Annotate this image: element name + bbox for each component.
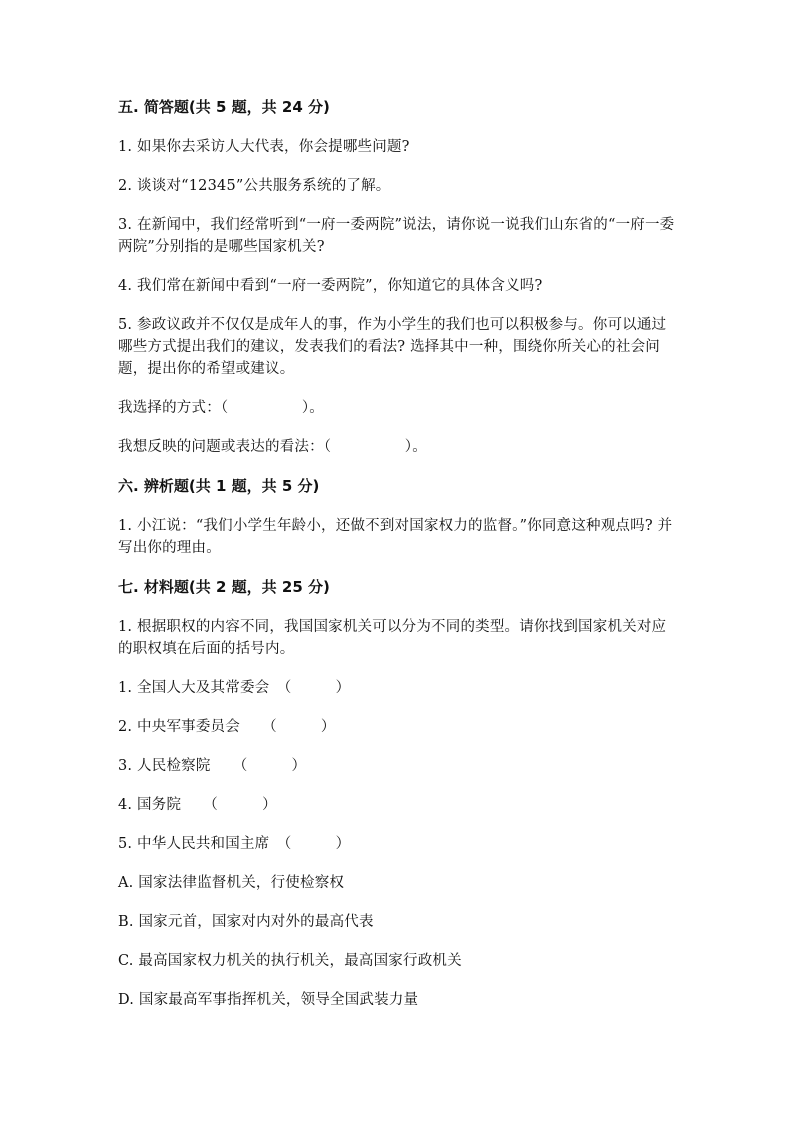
section-heading-short-answer: 五. 简答题(共 5 题，共 24 分) [118,98,330,116]
analysis-question-1: 1. 小江说：“我们小学生年龄小，还做不到对国家权力的监督。”你同意这种观点吗? 并写出你的理由。 [118,518,673,556]
organ-item-5: 5. 中华人民共和国主席 （ ） [118,836,351,852]
organ-item-1: 1. 全国人大及其常委会 （ ） [118,680,351,696]
organ-item-2: 2. 中央军事委员会 （ ） [118,719,336,735]
organ-item-3: 3. 人民检察院 （ ） [118,758,307,774]
power-option-b: B. 国家元首，国家对内对外的最高代表 [118,914,374,930]
question-2: 2. 谈谈对“12345”公共服务系统的了解。 [118,178,391,194]
answer-line-method: 我选择的方式：（ ）。 [118,400,324,416]
question-4: 4. 我们常在新闻中看到“一府一委两院”，你知道它的具体含义吗? [118,278,543,294]
material-question-1: 1. 根据职权的内容不同，我国国家机关可以分为不同的类型。请你找到国家机关对应的职权填在后面的括号内。 [118,619,667,657]
section-heading-material: 七. 材料题(共 2 题，共 25 分) [118,578,330,596]
power-option-d: D. 国家最高军事指挥机关，领导全国武装力量 [118,992,419,1008]
power-option-c: C. 最高国家权力机关的执行机关，最高国家行政机关 [118,953,462,969]
organ-item-4: 4. 国务院 （ ） [118,797,277,813]
question-1: 1. 如果你去采访人大代表，你会提哪些问题? [118,139,410,155]
exam-page [118,96,678,1028]
question-3: 3. 在新闻中，我们经常听到“一府一委两院”说法，请你说一说我们山东省的“一府一委两院”分别指的是哪些国家机关? [118,217,675,255]
power-option-a: A. 国家法律监督机关，行使检察权 [118,875,345,891]
section-heading-analysis: 六. 辨析题(共 1 题，共 5 分) [118,477,320,495]
answer-line-opinion: 我想反映的问题或表达的看法：（ ）。 [118,439,427,455]
question-5: 5. 参政议政并不仅仅是成年人的事，作为小学生的我们也可以积极参与。你可以通过哪些方式提出我们的建议，发表我们的看法? 选择其中一种，围绕你所关心的社会问题，提出你的希望或建议。 [118,317,667,377]
